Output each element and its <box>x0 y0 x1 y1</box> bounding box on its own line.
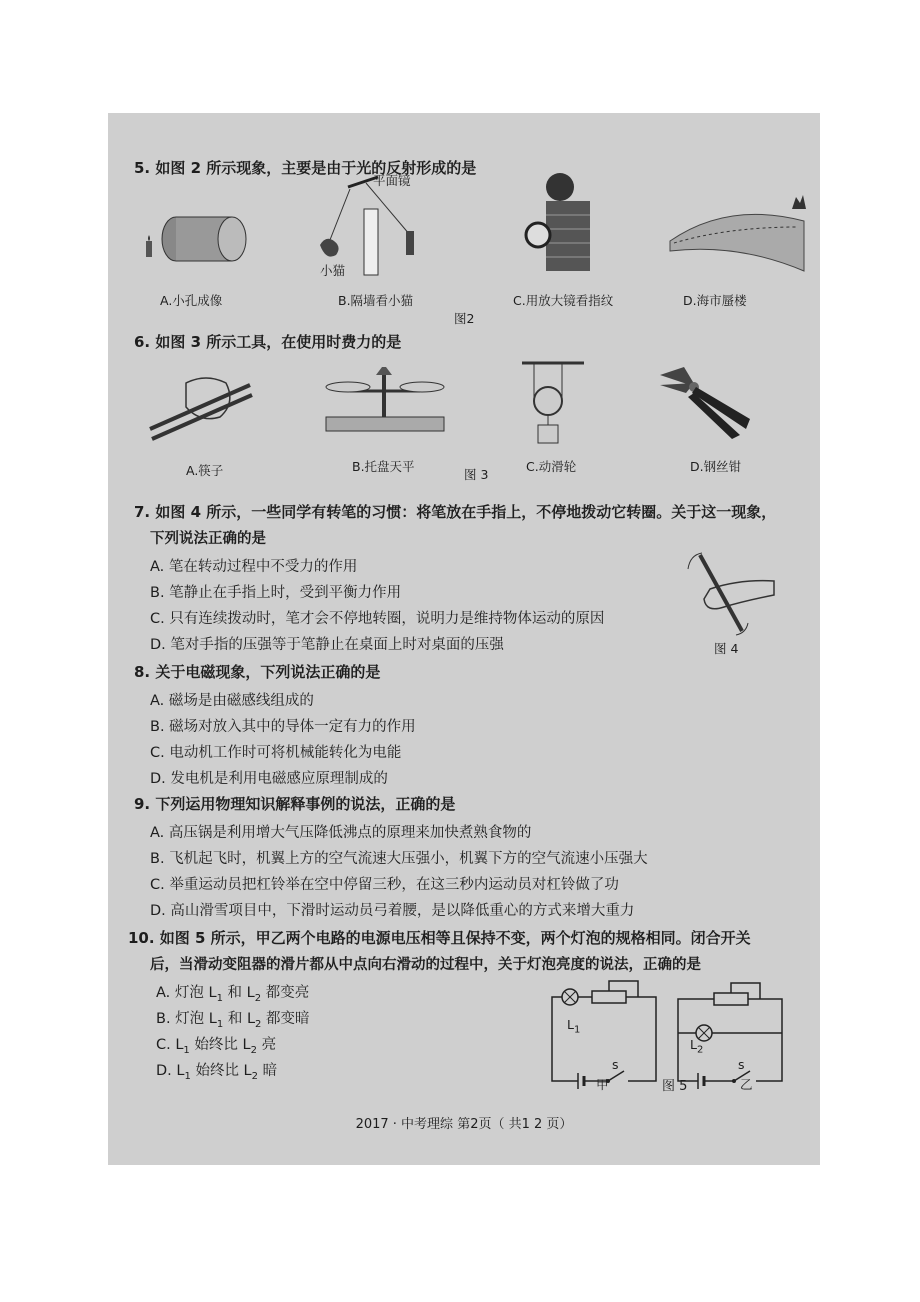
pen-spinning-illustration <box>680 549 790 639</box>
q7-option-d: D. 笔对手指的压强等于笔静止在桌面上时对桌面的压强 <box>150 637 504 653</box>
pinhole-camera-illustration <box>138 201 248 271</box>
q5-option-c: C.用放大镜看指纹 <box>513 293 614 308</box>
q9-option-d: D. 高山滑雪项目中，下滑时运动员弓着腰，是以降低重心的方式来增大重力 <box>150 903 635 919</box>
q8-option-b: B. 磁场对放入其中的导体一定有力的作用 <box>150 719 416 735</box>
mirage-illustration <box>668 191 808 281</box>
mirror-label: 平面镜 <box>373 173 411 188</box>
page-footer: 2017 · 中考理综 第2页（ 共1 2 页） <box>355 1117 573 1132</box>
q8-option-a: A. 磁场是由磁感线组成的 <box>150 693 314 709</box>
exam-page <box>108 113 820 1165</box>
question-9-stem: 9. 下列运用物理知识解释事例的说法，正确的是 <box>134 795 456 813</box>
circuit-jia-diagram <box>548 977 660 1089</box>
q8-option-d: D. 发电机是利用电磁感应原理制成的 <box>150 771 388 787</box>
circuit-jia-label: 甲 <box>596 1077 609 1092</box>
q9-option-b: B. 飞机起飞时，机翼上方的空气流速大压强小，机翼下方的空气流速小压强大 <box>150 851 648 867</box>
figure-5-caption: 图 5 <box>662 1079 688 1094</box>
q5-option-b: B.隔墙看小猫 <box>338 293 414 308</box>
lamp-l1-label: $L_1$ <box>567 1017 581 1036</box>
figure-3-caption: 图 3 <box>464 467 489 482</box>
q10-option-a: A. 灯泡 $L_1$ 和 $L_2$ 都变亮 <box>156 985 310 1004</box>
lamp-l2-label: $L_2$ <box>690 1037 704 1056</box>
q7-option-c: C. 只有连续拨动时，笔才会不停地转圈，说明力是维持物体运动的原因 <box>150 611 605 627</box>
q10-option-c: C. $L_1$ 始终比 $L_2$ 亮 <box>156 1037 277 1056</box>
cat-label: 小猫 <box>320 263 346 278</box>
q10-option-d: D. $L_1$ 始终比 $L_2$ 暗 <box>156 1063 278 1082</box>
q5-option-d: D.海市蜃楼 <box>683 293 747 308</box>
question-10-stem-line2: 后，当滑动变阻器的滑片都从中点向右滑动的过程中，关于灯泡亮度的说法，正确的是 <box>150 957 701 973</box>
q6-option-c: C.动滑轮 <box>526 459 577 474</box>
q5-option-a: A.小孔成像 <box>160 293 223 308</box>
q7-option-a: A. 笔在转动过程中不受力的作用 <box>150 559 358 575</box>
circuit-yi-diagram <box>674 979 786 1089</box>
q10-option-b: B. 灯泡 $L_1$ 和 $L_2$ 都变暗 <box>156 1011 310 1030</box>
figure-4-caption: 图 4 <box>714 641 739 656</box>
question-7-stem-line1: 7. 如图 4 所示，一些同学有转笔的习惯：将笔放在手指上，不停地拨动它转圈。关于这一现象， <box>134 503 777 521</box>
q9-option-a: A. 高压锅是利用增大气压降低沸点的原理来加快煮熟食物的 <box>150 825 532 841</box>
switch-label-yi: s <box>738 1057 745 1072</box>
switch-label-jia: s <box>612 1057 619 1072</box>
pliers-illustration <box>656 363 756 443</box>
chopsticks-illustration <box>146 363 256 443</box>
balance-scale-illustration <box>320 365 450 435</box>
question-7-stem-line2: 下列说法正确的是 <box>150 531 266 547</box>
question-10-stem-line1: 10. 如图 5 所示，甲乙两个电路的电源电压相等且保持不变，两个灯泡的规格相同。闭合开关 <box>128 929 751 947</box>
question-6-stem: 6. 如图 3 所示工具，在使用时费力的是 <box>134 333 402 351</box>
magnifier-fingerprint-illustration <box>506 165 606 285</box>
q8-option-c: C. 电动机工作时可将机械能转化为电能 <box>150 745 402 761</box>
q7-option-b: B. 笔静止在手指上时，受到平衡力作用 <box>150 585 402 601</box>
q6-option-a: A.筷子 <box>186 463 224 478</box>
movable-pulley-illustration <box>518 359 588 449</box>
circuit-yi-label: 乙 <box>740 1077 753 1092</box>
q9-option-c: C. 举重运动员把杠铃举在空中停留三秒，在这三秒内运动员对杠铃做了功 <box>150 877 619 893</box>
q6-option-d: D.钢丝钳 <box>690 459 742 474</box>
q6-option-b: B.托盘天平 <box>352 459 415 474</box>
question-8-stem: 8. 关于电磁现象，下列说法正确的是 <box>134 663 381 681</box>
question-5-stem: 5. 如图 2 所示现象，主要是由于光的反射形成的是 <box>134 159 477 177</box>
figure-2-caption: 图2 <box>454 311 475 326</box>
